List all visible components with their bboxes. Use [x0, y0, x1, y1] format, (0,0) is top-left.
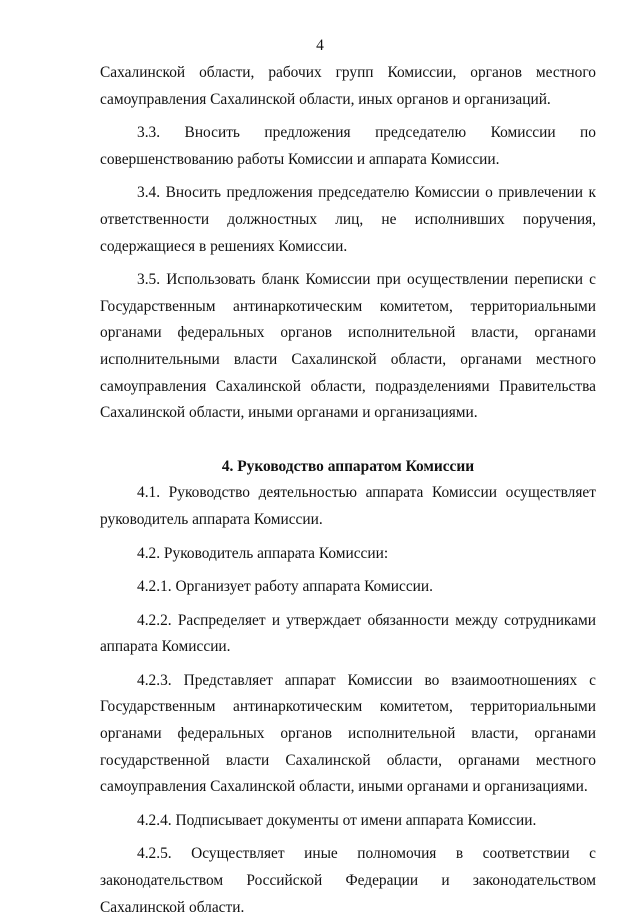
paragraph-4-2: 4.2. Руководитель аппарата Комиссии: — [137, 544, 389, 562]
paragraph-3-3: 3.3. Вносить предложения председателю Комиссии по совершенствованию работы Комиссии и аппарата Комиссии. — [100, 124, 596, 168]
paragraph-4-2-3: 4.2.3. Представляет аппарат Комиссии во взаимоотношениях с Государственным антинаркотическим комитетом, территориальными органами федеральных органов исполнительной власти, органами государственной власти Сахалинской области, органами местного самоуправления Сахалинской области, иными органами и организациями. — [100, 671, 596, 796]
paragraph-3-5: 3.5. Использовать бланк Комиссии при осуществлении переписки с Государственным антинаркотическим комитетом, территориальными органами федеральных органов исполнительной власти, органами исполнительными власти Сахалинской области, органами местного самоуправления Сахалинской области, подразделениями Правительства Сахалинской области, иными органами и организациями. — [100, 271, 596, 422]
paragraph-continuation: Сахалинской области, рабочих групп Комиссии, органов местного самоуправления Сахалинской области, иных органов и организаций. — [100, 64, 596, 108]
document-body — [100, 60, 596, 921]
paragraph-4-2-1: 4.2.1. Организует работу аппарата Комиссии. — [137, 578, 433, 596]
paragraph-4-2-4: 4.2.4. Подписывает документы от имени аппарата Комиссии. — [137, 811, 537, 829]
paragraph-3-4: 3.4. Вносить предложения председателю Комиссии о привлечении к ответственности должностных лиц, не исполнивших поручения, содержащиеся в решениях Комиссии. — [100, 184, 596, 255]
paragraph-4-2-2: 4.2.2. Распределяет и утверждает обязанности между сотрудниками аппарата Комиссии. — [100, 611, 596, 656]
paragraph-4-2-5: 4.2.5. Осуществляет иные полномочия в соответствии с законодательством Российской Федерации и законодательством Сахалинской области. — [100, 845, 596, 916]
section-heading: 4. Руководство аппаратом Комиссии — [221, 457, 475, 475]
paragraph-4-1: 4.1. Руководство деятельностью аппарата Комиссии осуществляет руководитель аппарата Комиссии. — [100, 484, 596, 528]
page-number: 4 — [316, 37, 324, 54]
